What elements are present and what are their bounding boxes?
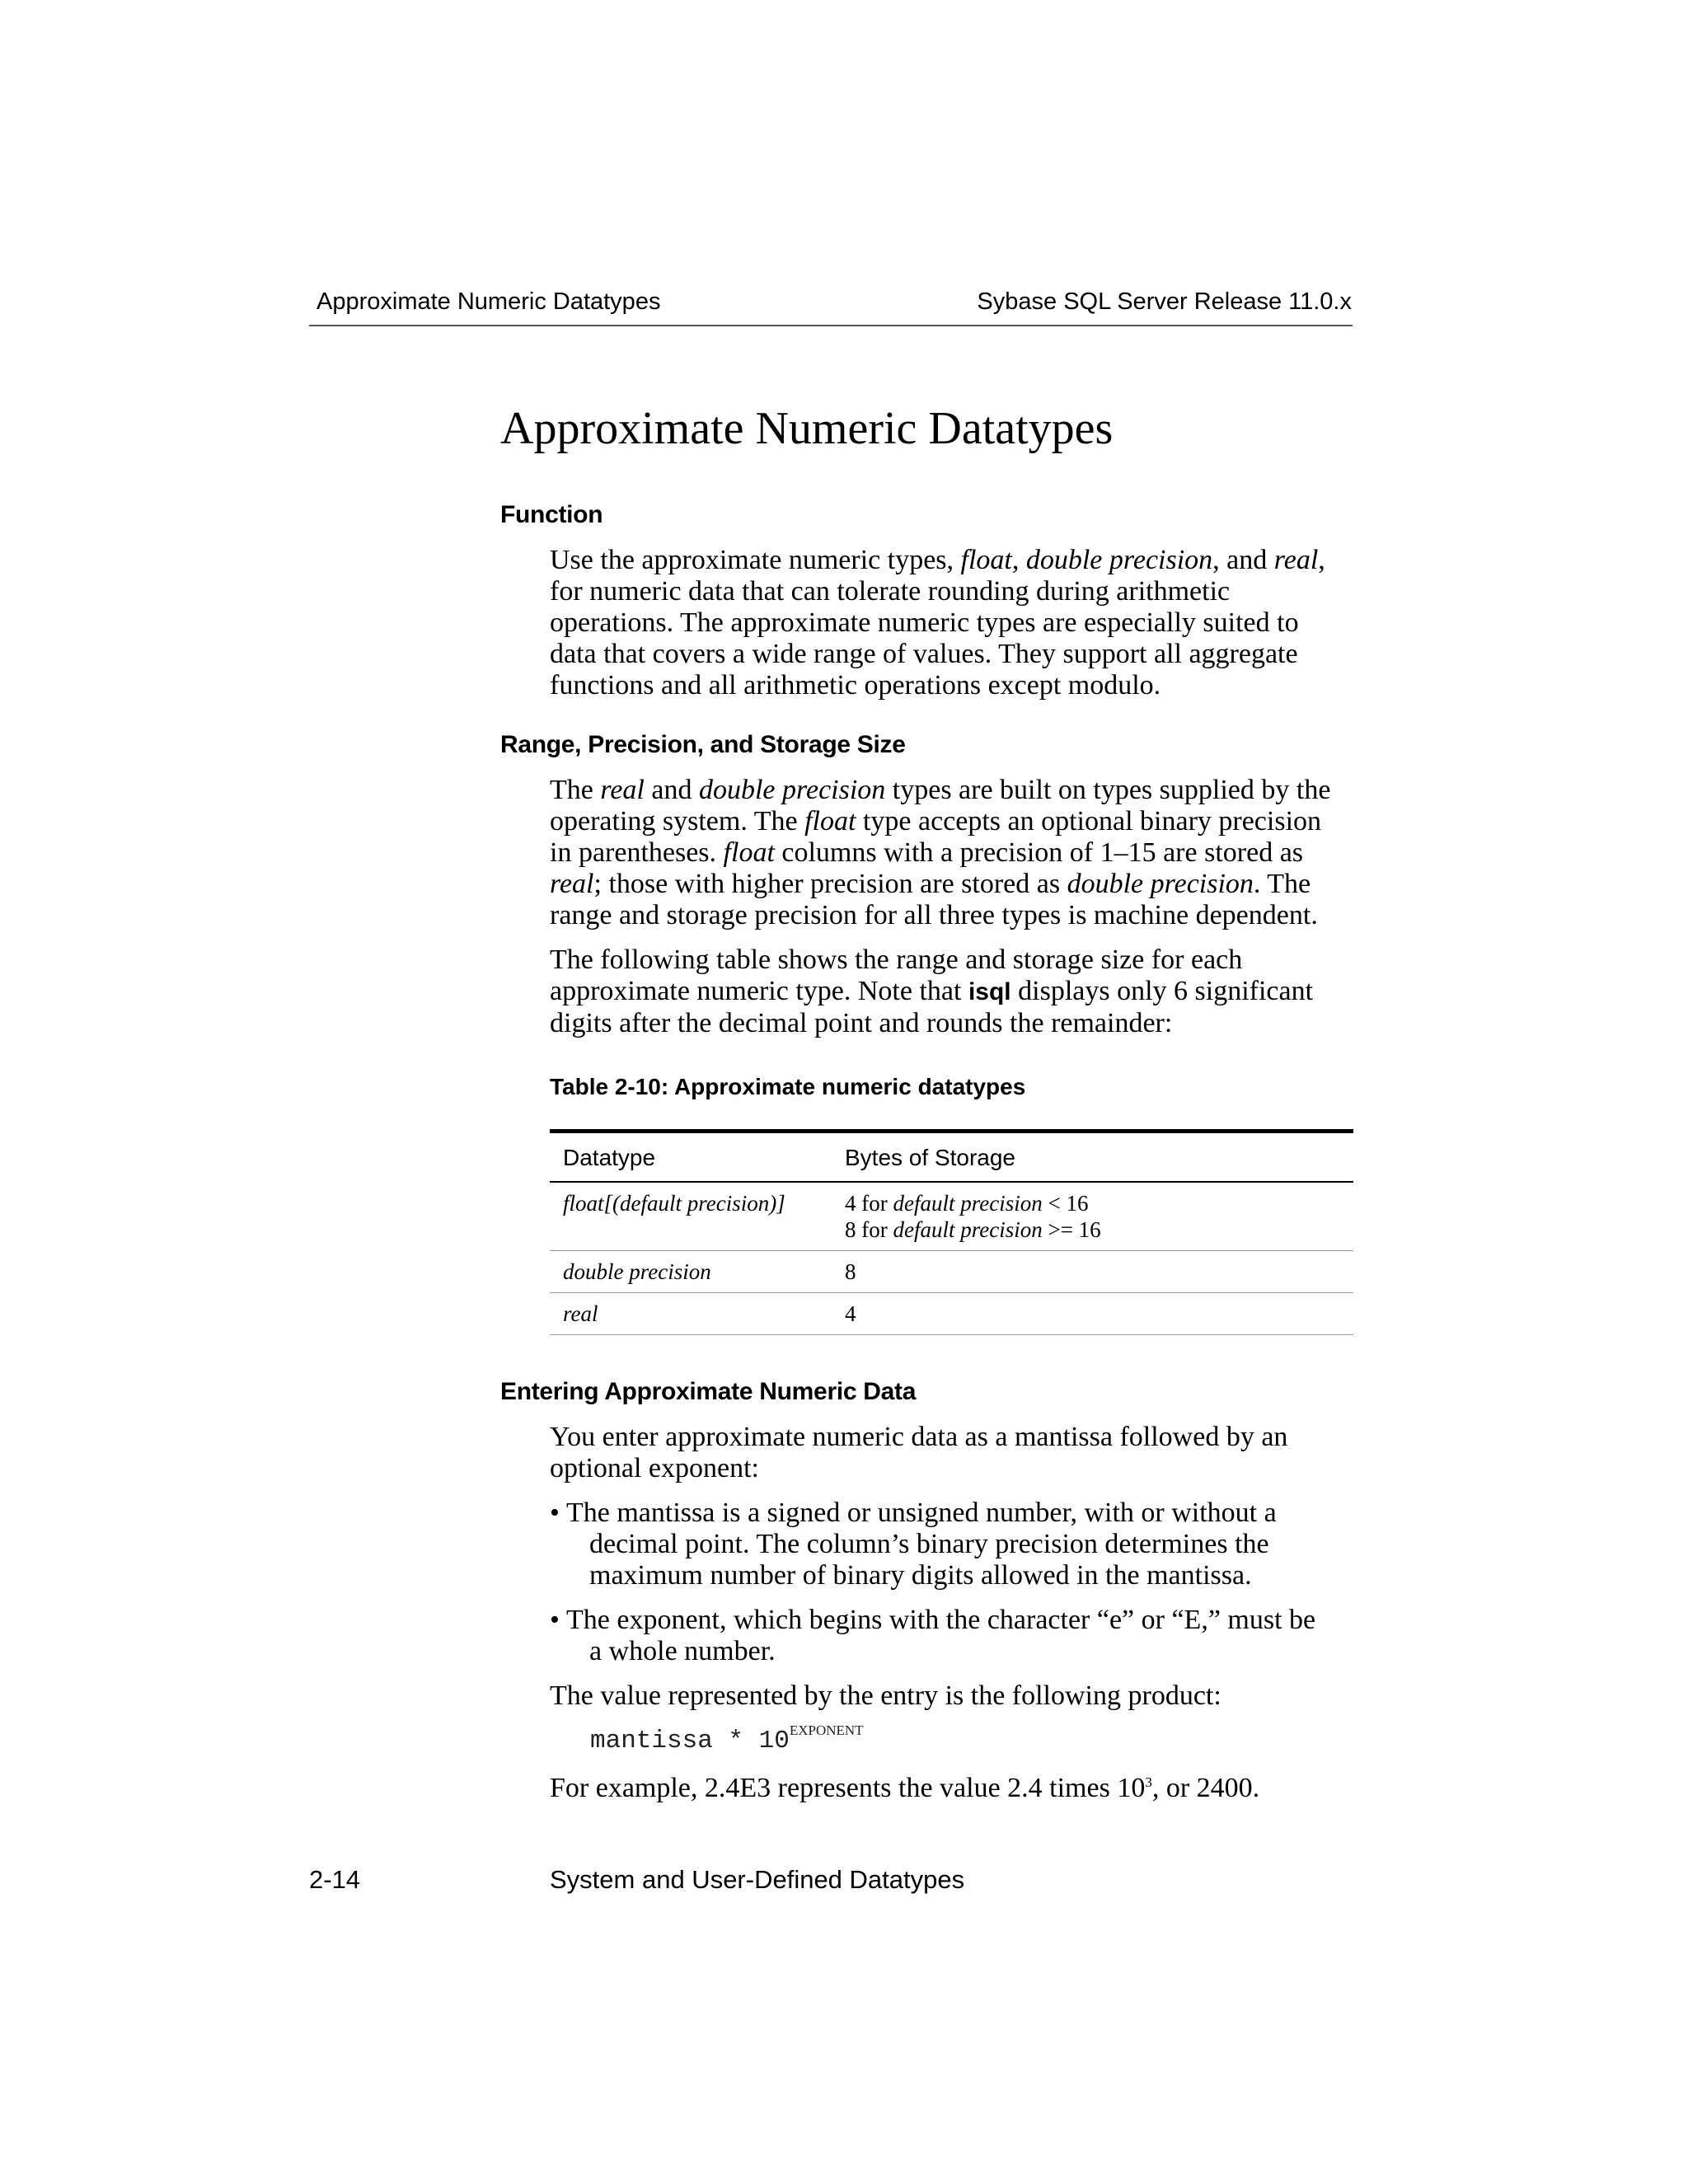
table-caption: Table 2-10: Approximate numeric datatypes	[550, 1074, 1026, 1099]
header-rule	[309, 325, 1353, 326]
cell-datatype: float[(default precision)]	[550, 1182, 832, 1251]
text-line: operations. The approximate numeric types are especially suited to	[550, 607, 1299, 638]
column-header-storage: Bytes of Storage	[832, 1132, 1353, 1183]
range-paragraph-1	[550, 775, 1357, 931]
heading-entering-data: Entering Approximate Numeric Data	[500, 1378, 917, 1405]
text-line: The real and double precision types are built on types supplied by the	[550, 775, 1331, 805]
table-row	[550, 1251, 1353, 1293]
text-line: functions and all arithmetic operations except modulo.	[550, 670, 1161, 701]
text-line: range and storage precision for all three types is machine dependent.	[550, 900, 1318, 930]
text-line: For example, 2.4E3 represents the value 2.4 times $10^3$, or 2400.	[550, 1773, 1260, 1803]
entering-paragraph-2	[550, 1680, 1357, 1712]
entering-paragraph-1	[550, 1422, 1357, 1484]
formula: mantissa * $10^{EXPONENT}$	[590, 1722, 864, 1755]
running-header-section: Approximate Numeric Datatypes	[316, 288, 661, 315]
cell-datatype: real	[550, 1293, 832, 1335]
text-line: real; those with higher precision are stored as double precision. The	[550, 869, 1311, 899]
text-line: for numeric data that can tolerate rounding during arithmetic	[550, 576, 1231, 607]
cell-storage: 4 for default precision < 16 8 for default precision >= 16	[832, 1182, 1353, 1251]
text-line: in parentheses. float columns with a precision of 1–15 are stored as	[550, 837, 1304, 868]
running-header-product: Sybase SQL Server Release 11.0.x	[977, 288, 1352, 315]
cell-storage: 4	[832, 1293, 1353, 1335]
footer-chapter-title: System and User-Defined Datatypes	[550, 1865, 965, 1894]
datatypes-table	[550, 1129, 1353, 1335]
table-row	[550, 1182, 1353, 1251]
bullet-icon: •	[550, 1605, 560, 1635]
text-line: digits after the decimal point and rounds the remainder:	[550, 1008, 1173, 1038]
cell-datatype: double precision	[550, 1251, 832, 1293]
text-line: optional exponent:	[550, 1453, 760, 1483]
heading-function: Function	[500, 501, 603, 528]
range-paragraph-2	[550, 944, 1357, 1039]
isql-command: isql	[968, 978, 1011, 1005]
text-line: The value represented by the entry is the following product:	[550, 1680, 1221, 1711]
table-row	[550, 1293, 1353, 1335]
heading-range-precision: Range, Precision, and Storage Size	[500, 731, 906, 758]
text-line: operating system. The float type accepts an optional binary precision	[550, 806, 1322, 837]
table-header-row	[550, 1132, 1353, 1183]
text-line: data that covers a wide range of values. They support all aggregate	[550, 639, 1298, 669]
text-line: You enter approximate numeric data as a mantissa followed by an	[550, 1422, 1288, 1452]
list-item-text: The mantissa is a signed or unsigned number, with or without a decimal point. The column’s binary precision determines the maximum number of binary digits allowed in the mantissa.	[566, 1497, 1277, 1591]
text-line: approximate numeric type. Note that isql displays only 6 significant	[550, 976, 1314, 1006]
example-paragraph	[550, 1767, 1357, 1804]
function-paragraph	[550, 545, 1357, 701]
text-line: The following table shows the range and storage size for each	[550, 944, 1243, 975]
page-number: 2-14	[309, 1865, 361, 1894]
bullet-icon: •	[550, 1497, 560, 1528]
cell-storage: 8	[832, 1251, 1353, 1293]
page-title: Approximate Numeric Datatypes	[500, 403, 1114, 454]
column-header-datatype: Datatype	[550, 1132, 832, 1183]
text-line: Use the approximate numeric types, float, double precision, and real,	[550, 545, 1325, 575]
list-item-text: The exponent, which begins with the character “e” or “E,” must be a whole number.	[566, 1605, 1316, 1666]
